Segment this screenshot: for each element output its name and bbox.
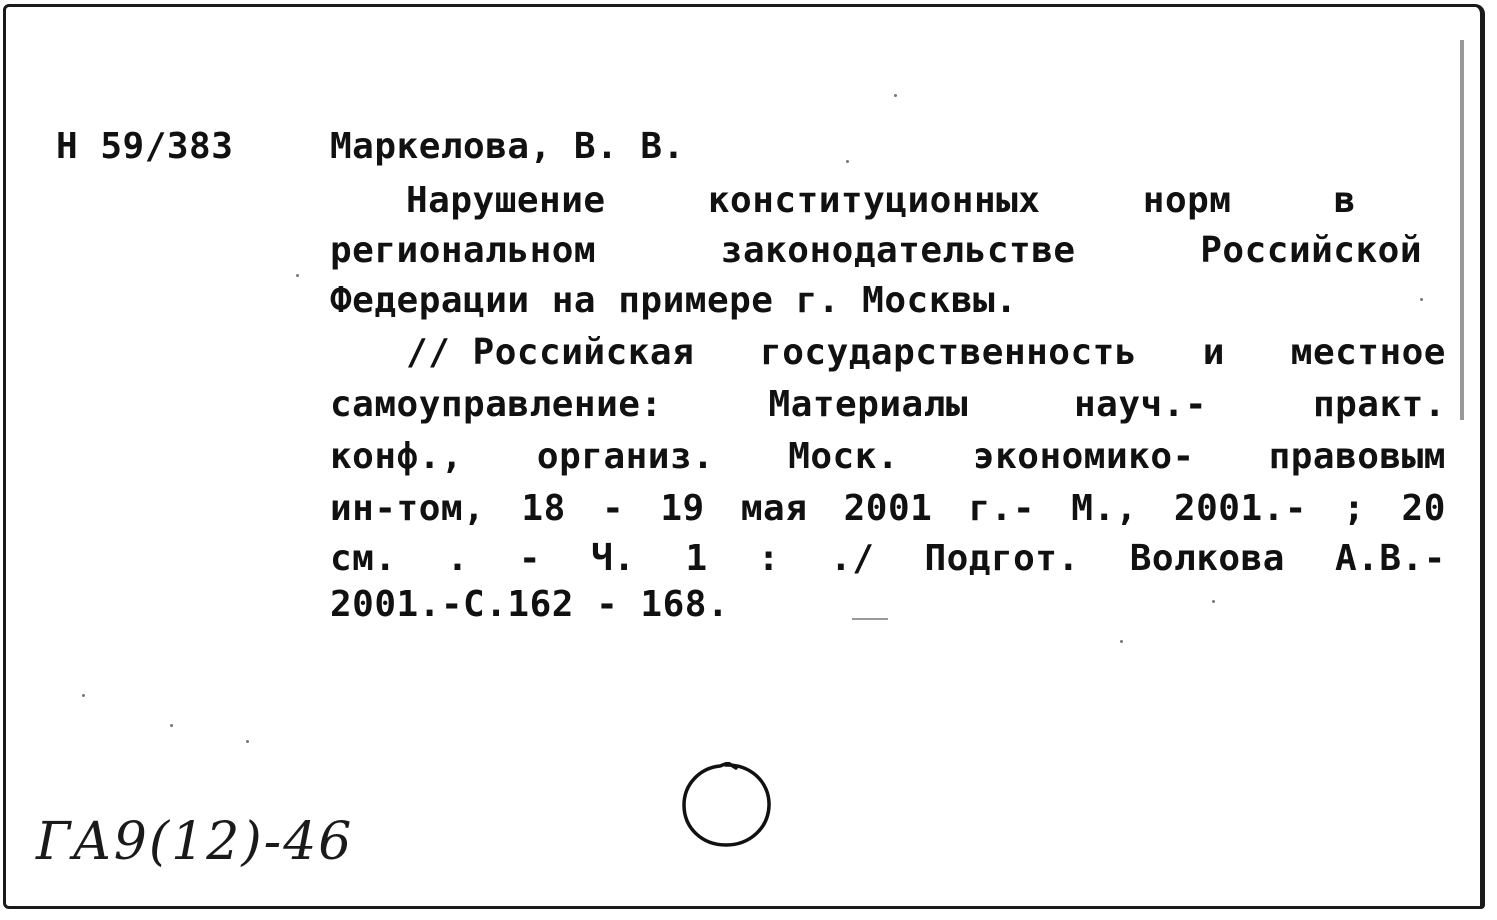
scan-speck: [1420, 298, 1423, 301]
source-line-4: [330, 488, 1446, 529]
title-word: Нарушение: [406, 180, 606, 221]
source-word: Подгот.: [924, 538, 1080, 579]
source-word: :: [757, 538, 780, 579]
source-word: ./: [830, 538, 875, 579]
source-word: организ.: [536, 436, 715, 477]
source-word: М.,: [1071, 488, 1138, 529]
source-word: ;: [1343, 488, 1366, 529]
source-word: и: [1202, 332, 1225, 373]
source-word: -: [518, 538, 542, 579]
scan-dash: [852, 618, 888, 620]
punch-hole-icon: [680, 762, 772, 848]
scan-speck: [1212, 600, 1215, 603]
source-line-2: [330, 384, 1446, 425]
source-word: государственность: [760, 332, 1138, 373]
handwritten-code: ГА9(12)-46: [36, 812, 354, 872]
title-word: Российской: [1200, 230, 1422, 271]
title-word: конституционных: [707, 180, 1041, 221]
title-word: в: [1333, 180, 1356, 221]
source-word: А.В.-: [1335, 538, 1446, 579]
title-word: законодательстве: [720, 230, 1076, 271]
shelfmark: Н 59/383: [56, 126, 234, 167]
scan-speck: [82, 694, 85, 697]
scan-edge-shadow: [1460, 40, 1464, 420]
source-line-1: [406, 332, 1446, 373]
source-line-5: [330, 538, 1446, 579]
source-word: -: [601, 488, 625, 529]
source-word: см.: [330, 538, 397, 579]
source-word: ин-том,: [330, 488, 486, 529]
source-word: .: [446, 538, 469, 579]
scan-speck: [246, 740, 249, 743]
source-word: // Российская: [406, 332, 695, 373]
source-word: 18: [521, 488, 566, 529]
title-word: норм: [1142, 180, 1232, 221]
scan-speck: [894, 94, 897, 97]
scan-speck: [846, 160, 849, 163]
source-word: 1: [685, 538, 708, 579]
title-line-1: [406, 180, 1356, 221]
scan-speck: [170, 724, 173, 727]
source-word: г.-: [968, 488, 1036, 529]
source-word: местное: [1290, 332, 1446, 373]
scan-speck: [1120, 640, 1123, 643]
source-word: экономико-: [972, 436, 1195, 477]
source-line-6: 2001.-С.162 - 168.: [330, 584, 730, 625]
title-word: региональном: [330, 230, 597, 271]
source-word: конф.,: [330, 436, 464, 477]
source-word: практ.: [1312, 384, 1446, 425]
source-word: Материалы: [768, 384, 969, 425]
title-line-3: Федерации на примере г. Москвы.: [330, 280, 1018, 321]
source-word: Моск.: [788, 436, 900, 477]
source-line-3: [330, 436, 1446, 477]
scan-speck: [296, 274, 299, 277]
source-word: 19: [660, 488, 705, 529]
source-word: Ч.: [591, 538, 636, 579]
source-word: 2001.-: [1173, 488, 1307, 529]
source-word: науч.-: [1074, 384, 1208, 425]
source-word: мая: [740, 488, 808, 529]
source-word: Волкова: [1129, 538, 1285, 579]
source-word: 20: [1401, 488, 1446, 529]
author: Маркелова, В. В.: [330, 126, 685, 167]
source-word: 2001: [843, 488, 933, 529]
source-word: самоуправление:: [330, 384, 663, 425]
source-word: правовым: [1268, 436, 1446, 477]
title-line-2: [330, 230, 1422, 271]
